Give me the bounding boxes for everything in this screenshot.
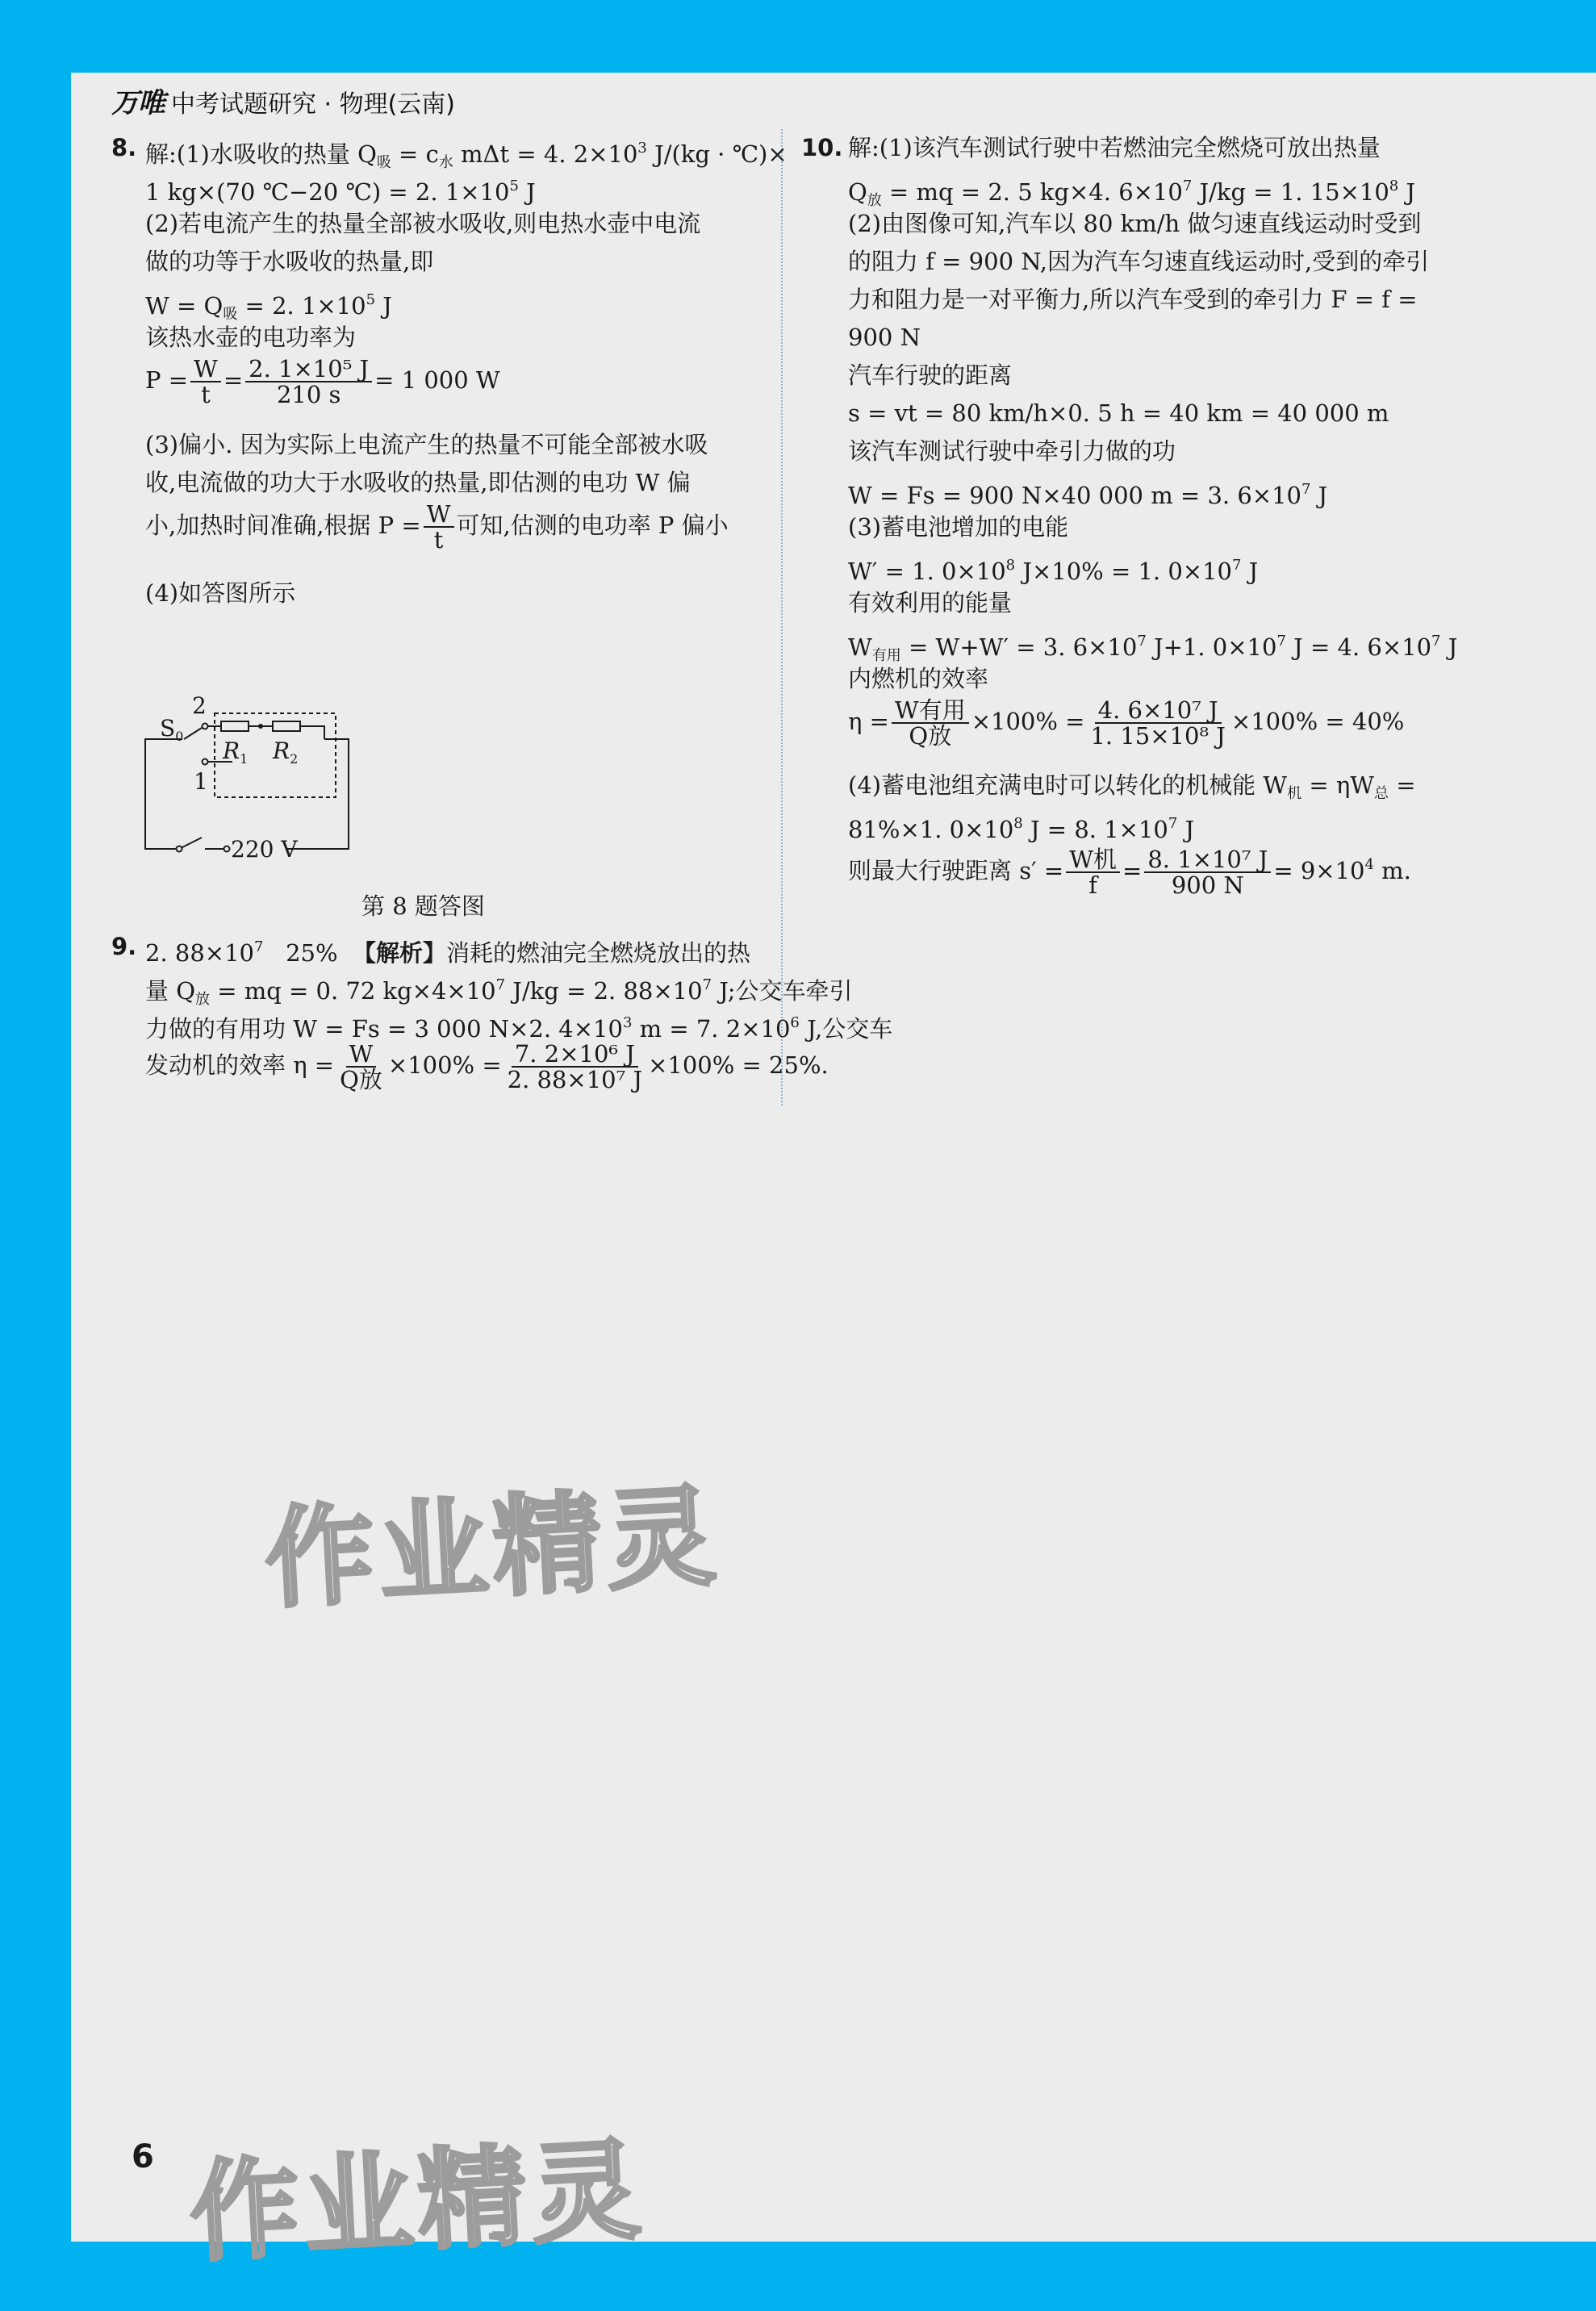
q10-line-12: W′ = 1. $0\times 10^8$ J×10% = 1. $0\times 10^7$ J — [848, 557, 1259, 585]
header-title: 中考试题研究 · 物理(云南) — [171, 90, 456, 119]
q10-line-9: 该汽车测试行驶中牵引力做的功 — [848, 437, 1176, 465]
q10-line-10: W = Fs = 900 N×40 000 m = 3. $6\times 10^7$ J — [848, 481, 1328, 509]
column-divider — [781, 129, 783, 1105]
q8-figure-caption: 第 8 题答图 — [361, 892, 485, 920]
q10-line-14: $W_{有用} = W+W' = 3$. $6\times 10^7$ J+1. $0\times 10^7$ J = 4. $6\times 10^7$ J — [848, 633, 1458, 664]
q8-line-10: 小,加热时间准确,根据 P = $\frac{W}{t}$ 可知,估测的电功率 P 偏小 — [145, 500, 729, 554]
circuit-label-s0: $S_0$ — [160, 715, 184, 744]
q10-line-1: 解:(1)该汽车测试行驶中若燃油完全燃烧可放出热量 — [848, 134, 1381, 161]
q8-line-6: 该热水壶的电功率为 — [145, 324, 357, 351]
q8-line-11: (4)如答图所示 — [145, 579, 296, 607]
q10-efficiency-formula: η = $\frac{\text{W有用}}{\text{Q放}}$ ×100% = $\frac{\text{4. 6×10⁷ J}}{\text{1. 15×10⁸ J}}$ ×100% = 40% — [848, 696, 1405, 750]
q8-line-8: (3)偏小. 因为实际上电流产生的热量不可能全部被水吸 — [145, 431, 708, 458]
q10-line-13: 有效利用的能量 — [848, 589, 1013, 616]
watermark-footer: 作业精灵 — [186, 2126, 649, 2277]
q10-line-7: 汽车行驶的距离 — [848, 361, 1013, 389]
q8-line-1: 解:(1)水吸收的热量 $Q_吸 = c_水$ mΔt = 4. $2\times 10^3$ J/(kg · ℃)× — [145, 140, 788, 171]
q8-line-2: 1 kg×(70 ℃−20 ℃) = 2. $1\times 10^5$ J — [145, 178, 536, 206]
q10-line-2: $Q_放$ = mq = 2. 5 kg×4. $6\times 10^7$ J/kg = 1. $15\times 10^8$ J — [848, 178, 1416, 209]
page-number: 6 — [132, 2138, 154, 2175]
circuit-diagram — [144, 694, 353, 880]
q10-line-8: s = vt = 80 km/h×0. 5 h = 40 km = 40 000 m — [848, 399, 1389, 427]
watermark: 作业精灵 — [261, 1473, 724, 1624]
q9-efficiency-formula: 发动机的效率 η = $\frac{W}{\text{Q放}}$ ×100% = $\frac{\text{7. 2×10⁶ J}}{\text{2. 88×10⁷ J}}$ ×100% = 25%. — [145, 1040, 829, 1093]
q10-line-15: 内燃机的效率 — [848, 665, 989, 692]
q10-line-5: 力和阻力是一对平衡力,所以汽车受到的牵引力 F = f = — [848, 286, 1418, 313]
circuit-label-voltage: 220 V — [231, 836, 298, 863]
page-sheet — [71, 73, 1596, 2242]
q8-line-5: $W = Q_吸 = 2$. $1\times 10^5$ J — [145, 291, 392, 323]
circuit-label-2: 2 — [192, 694, 207, 719]
q8-power-formula: P = $\frac{W}{t}$ = $\frac{\text{2. 1×10⁵ J}}{210 s}$ = 1 000 W — [145, 355, 500, 408]
q8-line-9: 收,电流做的功大于水吸收的热量,即估测的电功 W 偏 — [145, 469, 691, 496]
q9-line-2: 量 $Q_放$ = mq = 0. 72 $kg\times 4\times 10^7$ J/kg = 2. $88\times 10^7$ J;公交车牵引 — [145, 976, 853, 1008]
circuit-label-r1: $R_1$ — [223, 738, 249, 767]
question-8-number: 8. — [111, 134, 137, 161]
circuit-label-r2: $R_2$ — [273, 738, 299, 767]
q8-line-3: (2)若电流产生的热量全部被水吸收,则电热水壶中电流 — [145, 210, 701, 237]
q10-line-3: (2)由图像可知,汽车以 80 km/h 做匀速直线运动时受到 — [848, 210, 1422, 237]
brand-logo: 万唯 — [111, 87, 165, 119]
q8-line-4: 做的功等于水吸收的热量,即 — [145, 248, 434, 275]
q9-line-1: 2. $88\times 10^7$ 25% 【解析】消耗的燃油完全燃烧放出的热 — [145, 938, 751, 967]
q10-line-11: (3)蓄电池增加的电能 — [848, 513, 1069, 541]
q10-line-18: 81%×1. $0\times 10^8$ J = 8. $1\times 10^7$ J — [848, 815, 1195, 843]
running-header — [111, 87, 455, 121]
question-10-number: 10. — [801, 134, 843, 161]
q10-distance-formula: 则最大行驶距离 s′ = $\frac{\text{W机}}{f}$ = $\frac{\text{8. 1×10⁷ J}}{900 N}$ = $9\times 10^4$ m. — [848, 846, 1411, 899]
q10-line-4: 的阻力 f = 900 N,因为汽车匀速直线运动时,受到的牵引 — [848, 248, 1430, 275]
q9-line-3: 力做的有用功 W = Fs = 3 000 N×2. $4\times 10^3$ m = 7. $2\times 10^6$ J,公交车 — [145, 1014, 893, 1043]
q10-line-6: 900 N — [848, 324, 921, 351]
q10-line-17: (4)蓄电池组充满电时可以转化的机械能 $W_机 = \eta W_总$ = — [848, 771, 1416, 802]
question-9-number: 9. — [111, 933, 137, 960]
circuit-label-1: 1 — [194, 768, 208, 795]
